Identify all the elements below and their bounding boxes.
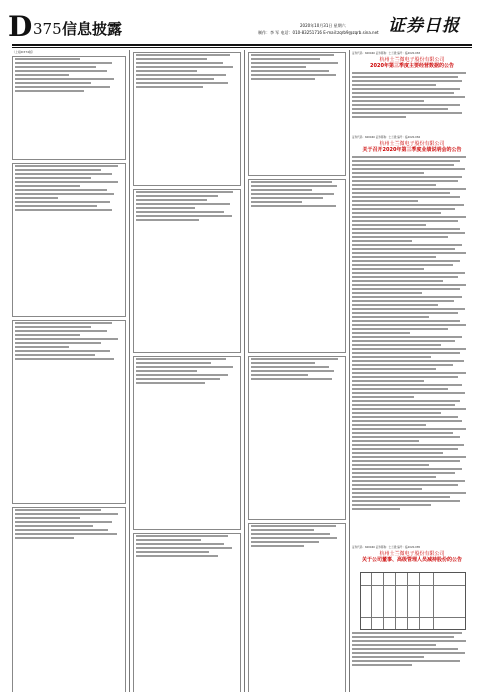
announcement-heading <box>352 551 472 563</box>
continued-note: （上接D374版） <box>12 50 36 54</box>
newspaper-logo: 证券日报 <box>388 16 460 36</box>
announcement-body <box>352 72 472 132</box>
announcement-title: 关于召开2020年第三季度业绩说明会的公告 <box>362 147 462 153</box>
table-block <box>248 523 346 692</box>
column-3 <box>248 50 346 692</box>
announcement-body <box>352 156 472 544</box>
column-divider <box>349 50 350 692</box>
column-1 <box>12 50 126 692</box>
header-rule <box>12 44 472 46</box>
table-block <box>248 179 346 353</box>
table-block <box>248 356 346 520</box>
announcement-body <box>352 632 472 692</box>
company-name: 杭州士兰微电子股份有限公司 <box>379 551 445 557</box>
table-block <box>248 52 346 176</box>
table-block <box>133 356 241 530</box>
table-block <box>133 189 241 353</box>
contact-line: 制作：李 军 电话：010-83251716 E-mail:zqrb9@zqrb.sina.net <box>258 30 379 35</box>
page-number: 375 <box>33 20 62 38</box>
stock-code-line: 证券代码：600460 证券简称：士兰微 编号：临2020-083 <box>352 52 421 55</box>
table-block <box>133 52 241 186</box>
column-divider <box>244 50 245 692</box>
stock-code-line: 证券代码：600460 证券简称：士兰微 编号：临2020-085 <box>352 546 421 549</box>
announcement-heading <box>352 57 472 69</box>
stock-code-line: 证券代码：600460 证券简称：士兰微 编号：临2020-084 <box>352 136 421 139</box>
table-block <box>12 507 126 692</box>
announcement-heading <box>352 141 472 153</box>
announcement-title: 关于公司董事、高级管理人员减持股份的公告 <box>361 557 462 563</box>
column-2 <box>133 50 241 692</box>
column-divider <box>129 50 130 692</box>
date-line: 2020年10月31日 星期六 <box>300 23 346 28</box>
table-block <box>12 320 126 504</box>
section-title: 信息披露 <box>62 20 123 38</box>
table-block <box>12 163 126 317</box>
table-block <box>133 533 241 692</box>
page-letter: D <box>8 10 33 43</box>
company-name: 杭州士兰微电子股份有限公司 <box>379 141 445 147</box>
announcement-title: 2020年第三季度主要经营数据的公告 <box>370 63 454 69</box>
holdings-table <box>360 572 466 630</box>
company-name: 杭州士兰微电子股份有限公司 <box>379 57 445 63</box>
masthead <box>0 0 484 46</box>
header-rule-thin <box>12 47 472 48</box>
table-block <box>12 56 126 160</box>
